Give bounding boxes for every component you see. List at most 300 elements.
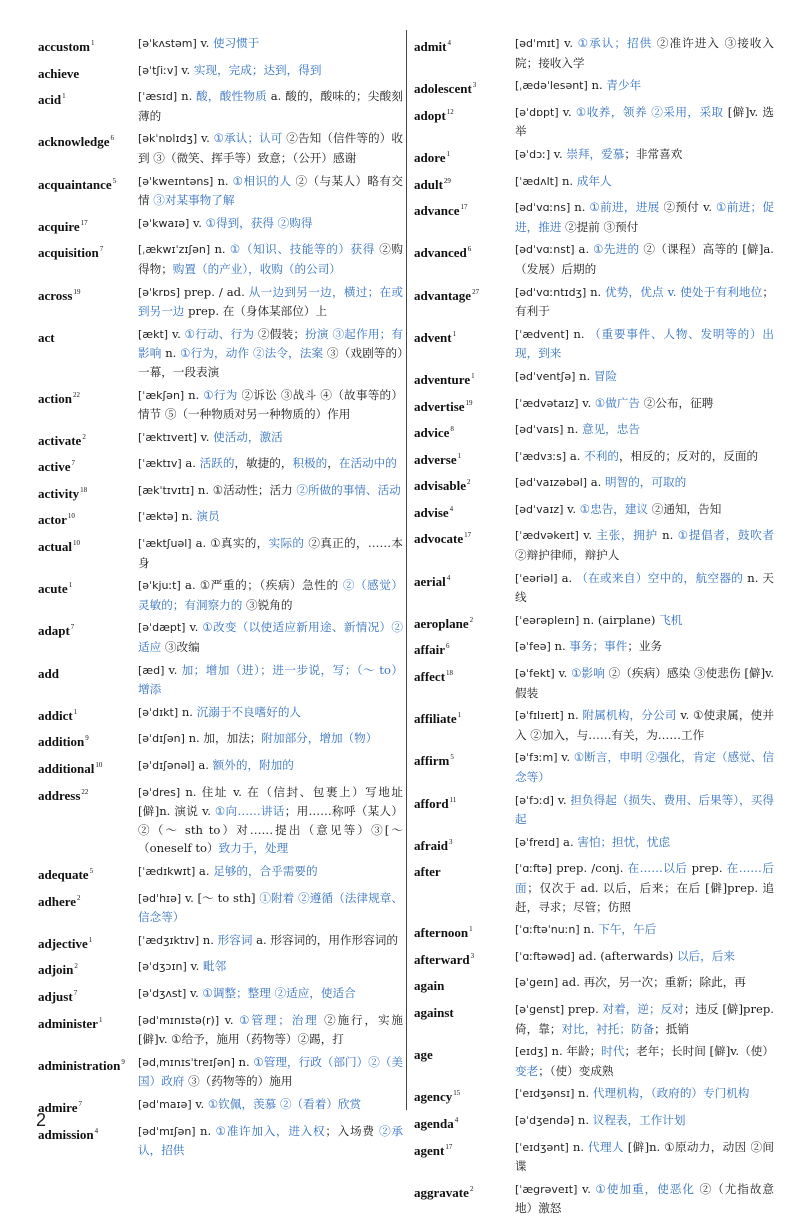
definition (515, 833, 774, 853)
pronunciation: [ˈæktɪv] (138, 457, 182, 471)
headword (38, 661, 138, 684)
dictionary-entry (414, 748, 774, 786)
definition (138, 1095, 403, 1115)
frequency-count: 29 (443, 176, 451, 185)
highlighted-meaning: 额外的，附加的 (212, 758, 294, 772)
pronunciation: [ˈɑːftəˈnuːn] (515, 923, 580, 937)
frequency-count: 1 (452, 329, 457, 338)
headword-text: advance (414, 203, 460, 219)
pronunciation: [əˈfɔːd] (515, 793, 554, 807)
meaning-text: n. (563, 422, 582, 437)
frequency-count: 1 (469, 925, 473, 934)
definition (138, 931, 403, 951)
highlighted-meaning: ②承认，招供 (138, 1123, 403, 1158)
highlighted-meaning: 议程表，工作计划 (592, 1112, 686, 1127)
highlighted-meaning: 代理人 (588, 1139, 624, 1154)
frequency-count: 19 (73, 287, 81, 296)
meaning-text: n. 加，加法； (184, 731, 262, 746)
highlighted-meaning: 附属机构，分公司 (582, 708, 677, 723)
highlighted-meaning: 加；增加（进）；进一步说，写；（～ to）增添 (138, 662, 403, 697)
headword (414, 198, 515, 221)
highlighted-meaning: ①得到，获得 ②购得 (205, 215, 313, 230)
dictionary-entry (38, 862, 403, 885)
meaning-text: v. (168, 326, 185, 341)
headword-text: afraid (414, 837, 448, 853)
dictionary-entry (414, 1084, 774, 1107)
frequency-count: 1 (98, 1015, 103, 1024)
frequency-count: 5 (89, 866, 94, 875)
column-divider (406, 30, 407, 1110)
meaning-text: v. (196, 36, 214, 50)
headword (38, 534, 138, 557)
highlighted-meaning: ①做广告 (594, 395, 641, 410)
headword (414, 1000, 515, 1023)
definition (138, 428, 403, 448)
meaning-text: n. (587, 78, 607, 93)
frequency-count: 6 (110, 134, 114, 143)
pronunciation: [ədˈvɑːntɪdʒ] (515, 285, 587, 299)
frequency-count: 2 (74, 962, 78, 971)
headword-text: addict (38, 707, 73, 723)
headword-text: aeroplane (414, 615, 469, 631)
frequency-count: 1 (471, 371, 475, 380)
meaning-text: n. (550, 639, 570, 654)
meaning-text: ②提前 ③预付 (561, 219, 639, 234)
definition (515, 947, 774, 967)
meaning-text: n. (570, 200, 590, 215)
definition (138, 386, 403, 424)
headword (38, 576, 138, 599)
headword (38, 756, 138, 779)
highlighted-meaning: ③对某事物了解 (153, 193, 235, 208)
definition (515, 367, 774, 387)
headword-text: address (38, 787, 81, 803)
highlighted-meaning: 成年人 (576, 173, 612, 188)
meaning-text: n. (177, 89, 197, 104)
frequency-count: 12 (446, 107, 454, 116)
headword (38, 240, 138, 263)
definition (138, 783, 403, 858)
headword (414, 526, 515, 549)
pronunciation: [əˈdʒɔɪn] (138, 960, 187, 974)
headword (38, 507, 138, 530)
pronunciation: [əˈdɪkt] (138, 705, 179, 719)
dictionary-entry (414, 367, 774, 390)
headword-text: advanced (414, 245, 467, 261)
pronunciation: [ˌækwɪˈzɪʃən] (138, 243, 211, 257)
meaning-text: a. (587, 475, 606, 490)
headword (414, 1042, 515, 1065)
headword-text: acquire (38, 218, 80, 234)
headword (38, 703, 138, 726)
dictionary-entry (414, 394, 774, 417)
pronunciation: [ədˈmɪt] (515, 37, 560, 50)
headword (414, 791, 515, 814)
headword-text: acknowledge (38, 134, 110, 150)
pronunciation: [ədˈmɪnɪstə(r)] (138, 1013, 220, 1027)
frequency-count: 4 (447, 39, 451, 47)
dictionary-entry (38, 534, 403, 572)
meaning-text: n. (586, 284, 606, 299)
pronunciation: [ˌædəˈlesənt] (515, 79, 588, 93)
definition (138, 576, 403, 614)
meaning-text: n. 天线 (515, 570, 774, 605)
highlighted-meaning: 沉溺于不良嗜好的人 (196, 704, 302, 719)
meaning-text: [僻]v. 选举 (515, 104, 774, 139)
meaning-text: ，相反的；反对的，反面的 (618, 448, 759, 463)
pronunciation: [əkˈnɒlɪdʒ] (138, 132, 198, 146)
dictionary-entry (414, 172, 774, 195)
definition (138, 1011, 403, 1049)
frequency-count: 7 (99, 245, 104, 254)
headword (414, 569, 515, 592)
definition (138, 756, 403, 776)
dictionary-entry (38, 1053, 403, 1091)
headword (414, 1084, 515, 1107)
headword (414, 1138, 515, 1161)
headword-text: adverse (414, 451, 457, 467)
definition (138, 534, 403, 572)
frequency-count: 3 (472, 81, 477, 90)
frequency-count: 1 (68, 581, 73, 590)
headword-text: actor (38, 512, 67, 528)
pronunciation: [əˈgenst] (515, 1002, 565, 1016)
frequency-count: 8 (450, 425, 454, 434)
definition (138, 283, 403, 321)
pronunciation: [ədˈvaɪz] (515, 502, 564, 516)
dictionary-entry (414, 526, 774, 564)
meaning-text: v. [～ to sth] (181, 890, 260, 905)
meaning-text: n. (161, 346, 181, 361)
meaning-text: ；抵销 (654, 1021, 689, 1036)
meaning-text: v. (578, 528, 597, 543)
pronunciation: [ækt] (138, 327, 169, 341)
definition (515, 1084, 774, 1104)
definition (515, 920, 774, 940)
page-number: 2 (36, 1110, 47, 1130)
meaning-text: v. (189, 215, 206, 230)
headword-text: agenda (414, 1115, 454, 1131)
headword-text: advantage (414, 287, 472, 303)
frequency-count: 1 (73, 707, 78, 716)
highlighted-meaning: ①提倡者，鼓吹者 (677, 528, 774, 543)
definition (138, 129, 403, 167)
meaning-text: ad. (afterwards) (574, 948, 677, 963)
headword-text: action (38, 390, 72, 406)
meaning-text: a. 酸的，酸味的；尖酸刻薄的 (138, 89, 403, 123)
headword-text: adjoin (38, 962, 74, 978)
headword-text: advertise (414, 398, 465, 414)
highlighted-meaning: 毗邻 (203, 959, 227, 974)
meaning-text: prep. (564, 1001, 603, 1016)
dictionary-entry (414, 833, 774, 856)
frequency-count: 17 (445, 1142, 453, 1151)
dictionary-entry (38, 61, 403, 84)
dictionary-entry (414, 791, 774, 829)
frequency-count: 9 (85, 734, 89, 743)
headword-text: acquisition (38, 245, 99, 261)
dictionary-entry (38, 931, 403, 954)
dictionary-entry (38, 729, 403, 752)
dictionary-entry (414, 198, 774, 236)
frequency-count: 1 (62, 92, 66, 101)
pronunciation: [ˈɑːftə] (515, 862, 553, 876)
highlighted-meaning: ①相识的人 (232, 173, 292, 188)
meaning-text: ②通知，告知 (648, 501, 722, 516)
definition (138, 34, 403, 54)
pronunciation: [əˈdʒʌst] (138, 986, 187, 1000)
highlighted-meaning: ①先进的 (593, 242, 640, 257)
headword-text: after (414, 864, 441, 880)
left-column (38, 34, 403, 1164)
headword (414, 325, 515, 348)
meaning-text: ②准许进入 ③接收入院；接收入学 (515, 36, 775, 70)
highlighted-meaning: 足够的，合乎需要的 (213, 863, 318, 878)
headword (414, 706, 515, 729)
headword (414, 447, 515, 470)
meaning-text: prep. / ad. (179, 284, 249, 299)
headword-text: administration (38, 1057, 121, 1073)
headword-text: activate (38, 432, 82, 448)
meaning-text: ，敏捷的， (234, 456, 293, 471)
frequency-count: 15 (453, 1089, 461, 1098)
headword-text: administer (38, 1015, 98, 1031)
meaning-text: ②购得物； (138, 242, 403, 276)
headword-text: active (38, 459, 71, 475)
headword-text: afford (414, 795, 449, 811)
meaning-text: n. (558, 173, 577, 188)
dictionary-entry (38, 481, 403, 504)
frequency-count: 5 (450, 753, 454, 762)
dictionary-entry (414, 34, 774, 72)
meaning-text: n. ①活动性；活力 (194, 482, 297, 497)
meaning-text: prep. /conj. (552, 861, 628, 876)
headword-text: adventure (414, 371, 471, 387)
pronunciation: [ədˈvaɪs] (515, 423, 564, 437)
definition (515, 1000, 774, 1038)
meaning-text: ；有利于 (515, 284, 774, 319)
pronunciation: [əˈdɔː] (515, 147, 551, 161)
headword-text: acquaintance (38, 176, 112, 192)
dictionary-entry (414, 569, 774, 607)
pronunciation: [ˈædɪkwɪt] (138, 864, 196, 878)
pronunciation: [əˈkjuːt] (138, 579, 181, 593)
meaning-text: v. (185, 620, 203, 635)
pronunciation: [əˈdɒpt] (515, 105, 559, 119)
dictionary-entry (38, 1011, 403, 1049)
definition (515, 1138, 774, 1176)
pronunciation: [ˈeəriəl] (515, 571, 558, 585)
highlighted-meaning: 从一边到另一边，横过；在或到另一边 (138, 284, 403, 319)
pronunciation: [əˈtʃiːv] (138, 63, 178, 77)
highlighted-meaning: ①断言，申明 ②强化，肯定（感觉、信念等） (515, 750, 774, 784)
frequency-count: 4 (449, 504, 454, 513)
meaning-text: v. (550, 146, 567, 161)
highlighted-meaning: 积极的 (292, 456, 328, 471)
headword (414, 240, 515, 263)
meaning-text: n. (213, 173, 233, 188)
meaning-text: n. (177, 509, 197, 524)
highlighted-meaning: ②（感觉）灵敏的；有洞察力的 (138, 578, 403, 612)
meaning-text: a. (559, 834, 578, 849)
headword (414, 103, 515, 126)
highlighted-meaning: 崇拜，爱慕 (566, 146, 625, 161)
frequency-count: 5 (112, 176, 117, 185)
headword-text: additional (38, 761, 95, 776)
dictionary-entry (414, 1180, 774, 1218)
definition (515, 500, 774, 520)
pronunciation: [əˈfɜːm] (515, 751, 558, 765)
headword-text: activity (38, 485, 80, 501)
pronunciation: [əˈdɪʃənəl] (138, 759, 195, 772)
meaning-text: v. (186, 985, 203, 1000)
definition (515, 1111, 774, 1131)
definition (515, 198, 774, 236)
frequency-count: 27 (472, 287, 480, 296)
frequency-count: 9 (121, 1057, 125, 1066)
highlighted-meaning: 对比，衬托；防备 (561, 1021, 655, 1036)
pronunciation: [əˈdæpt] (138, 621, 186, 635)
headword-text: admit (414, 39, 447, 54)
meaning-text: v. (578, 395, 595, 410)
headword (414, 500, 515, 523)
meaning-text: n. (234, 1054, 254, 1069)
headword (38, 428, 138, 451)
pronunciation: [əˈkweɪntəns] (138, 174, 214, 188)
headword (38, 283, 138, 306)
definition (138, 729, 403, 749)
headword (38, 325, 138, 348)
definition (138, 214, 403, 234)
pronunciation: [ˈædvent] (515, 327, 569, 341)
meaning-text: ad. 再次，另一次；重新；除此，再 (558, 975, 746, 990)
right-column (414, 34, 774, 1222)
pronunciation: [ˈægrəveɪt] (515, 1182, 578, 1196)
highlighted-meaning: ①行为，动作 ②法令，法案 (180, 346, 324, 361)
frequency-count: 1 (457, 451, 462, 460)
headword (414, 394, 515, 417)
pronunciation: [ˈædvətaɪz] (515, 396, 579, 410)
definition (515, 394, 774, 414)
pronunciation: [eɪdʒ] (515, 1045, 548, 1059)
headword (38, 1095, 138, 1118)
meaning-text: v. (559, 36, 578, 50)
definition (138, 618, 403, 656)
meaning-text: ②告知（信件等的）收到 ③（微笑、挥手等）致意；（公开）感谢 (138, 131, 403, 165)
headword-text: again (414, 978, 445, 994)
headword-text: affiliate (414, 711, 457, 727)
frequency-count: 2 (82, 432, 86, 441)
definition (138, 984, 403, 1004)
pronunciation: [ədˌmɪnɪsˈtreɪʃən] (138, 1055, 235, 1069)
highlighted-meaning: ①行动、行为 (184, 326, 255, 341)
meaning-text: n. (airplane) (579, 612, 660, 627)
highlighted-meaning: 实现，完成；达到，得到 (193, 62, 322, 77)
headword-text: acute (38, 581, 68, 597)
meaning-text: v. (577, 1181, 596, 1196)
definition (515, 569, 774, 607)
highlighted-meaning: 使活动，激活 (213, 429, 283, 444)
definition (138, 87, 403, 125)
definition (138, 481, 403, 501)
headword (38, 984, 138, 1007)
headword-text: admire (38, 1099, 78, 1115)
pronunciation: [ədˈvaɪzəbəl] (515, 476, 588, 490)
dictionary-entry (414, 859, 774, 916)
meaning-text: n. (210, 242, 230, 257)
meaning-text: v. (196, 429, 214, 444)
highlighted-meaning: ①使加重，使恶化 (595, 1181, 695, 1196)
meaning-text: ②诉讼 ③战斗 ④（故事等的）情节 ⑤（一种物质对另一种物质的）作用 (138, 387, 403, 422)
meaning-text: v. ①使隶属，使并入 ②加入，与……有关，为……工作 (515, 708, 774, 742)
definition (515, 706, 774, 744)
headword (414, 859, 515, 882)
frequency-count: 19 (465, 398, 473, 407)
dictionary-entry (38, 984, 403, 1007)
headword (414, 611, 515, 634)
frequency-count: 11 (449, 795, 457, 804)
highlighted-meaning: 代理机构，（政府的）专门机构 (592, 1086, 750, 1101)
pronunciation: [əˈkwaɪə] (138, 216, 190, 230)
definition (138, 61, 403, 81)
dictionary-entry (414, 473, 774, 496)
highlighted-meaning: 青少年 (606, 78, 642, 93)
headword-text: adapt (38, 623, 70, 639)
frequency-count: 10 (72, 539, 80, 548)
headword-text: adult (414, 176, 443, 192)
meaning-text: n. (575, 368, 594, 383)
frequency-count: 4 (446, 573, 451, 582)
meaning-text: v. (164, 662, 182, 677)
headword (414, 145, 515, 168)
definition (138, 172, 403, 210)
headword (414, 172, 515, 195)
headword (38, 172, 138, 195)
dictionary-entry (38, 34, 403, 57)
definition (138, 507, 403, 527)
frequency-count: 4 (454, 1115, 459, 1124)
meaning-text: n. (178, 704, 197, 719)
headword-text: agency (414, 1089, 453, 1105)
headword (414, 283, 515, 306)
highlighted-meaning: ①改变（以使适应新用途、新情况）②适应 (138, 620, 403, 655)
headword (38, 34, 138, 57)
headword-text: advisable (414, 478, 467, 494)
meaning-text: ；业务 (627, 639, 663, 654)
dictionary-entry (414, 283, 774, 321)
definition (515, 637, 774, 657)
pronunciation: [əˈfeə] (515, 640, 551, 654)
highlighted-meaning: 害怕；担忧，忧虑 (577, 834, 671, 849)
dictionary-entry (38, 703, 403, 726)
pronunciation: [ədˈvɑːns] (515, 201, 571, 215)
frequency-count: 10 (67, 512, 75, 521)
headword-text: aerial (414, 573, 446, 589)
meaning-text: n. (579, 922, 599, 937)
highlighted-meaning: ①承认；认可 (213, 131, 283, 146)
meaning-text: prep. 在（身体某部位）上 (184, 304, 328, 319)
definition (515, 1180, 774, 1218)
meaning-text: ③（药物等的）施用 (184, 1074, 293, 1089)
dictionary-entry (414, 611, 774, 634)
dictionary-entry (414, 1111, 774, 1134)
frequency-count: 1 (446, 149, 451, 158)
definition (515, 791, 774, 829)
definition (138, 703, 403, 723)
definition (515, 664, 774, 702)
highlighted-meaning: 事务；事件 (569, 639, 628, 654)
meaning-text: ②预付 v. (659, 200, 717, 215)
